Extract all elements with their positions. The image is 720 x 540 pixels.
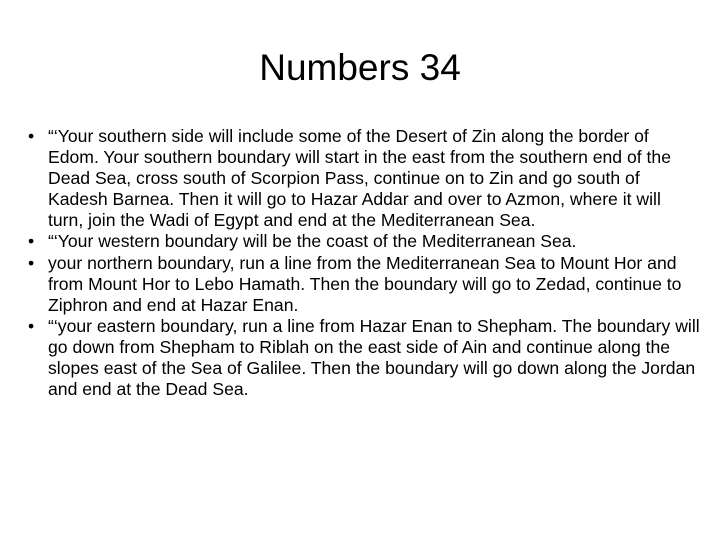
bullet-list <box>28 126 700 400</box>
bullet-item-northern <box>28 253 700 316</box>
bullet-icon: • <box>28 126 35 146</box>
bullet-icon: • <box>28 252 35 273</box>
bullet-text: “‘Your western boundary will be the coast of the Mediterranean Sea. <box>48 231 577 252</box>
bullet-text: “‘your eastern boundary, run a line from Hazar Enan to Shepham. The boundary will go down from Shepham to Riblah on the east side of Ain and continue along the slopes east of the Sea of Galilee. Then the boundary will go down along the Jordan and end at the Dead Sea. <box>48 315 700 400</box>
bullet-icon: • <box>28 231 35 252</box>
bullet-icon: • <box>28 315 35 336</box>
slide-title: Numbers 34 <box>259 47 461 88</box>
bullet-text: “‘Your southern side will include some of the Desert of Zin along the border of Edom. Your southern boundary will start in the east from the southern end of the Dead Sea, cross south of Scorpion Pass, continue on to Zin and go south of Kadesh Barnea. Then it will go to Hazar Addar and over to Azmon, where it will turn, join the Wadi of Egypt and end at the Mediterranean Sea. <box>48 126 671 231</box>
bullet-item-southern <box>28 126 700 231</box>
bullet-text: your northern boundary, run a line from the Mediterranean Sea to Mount Hor and from Mount Hor to Lebo Hamath. Then the boundary will go to Zedad, continue to Ziphron and end at Hazar Enan. <box>48 252 682 315</box>
bullet-item-western <box>28 231 700 252</box>
bullet-item-eastern <box>28 316 700 400</box>
